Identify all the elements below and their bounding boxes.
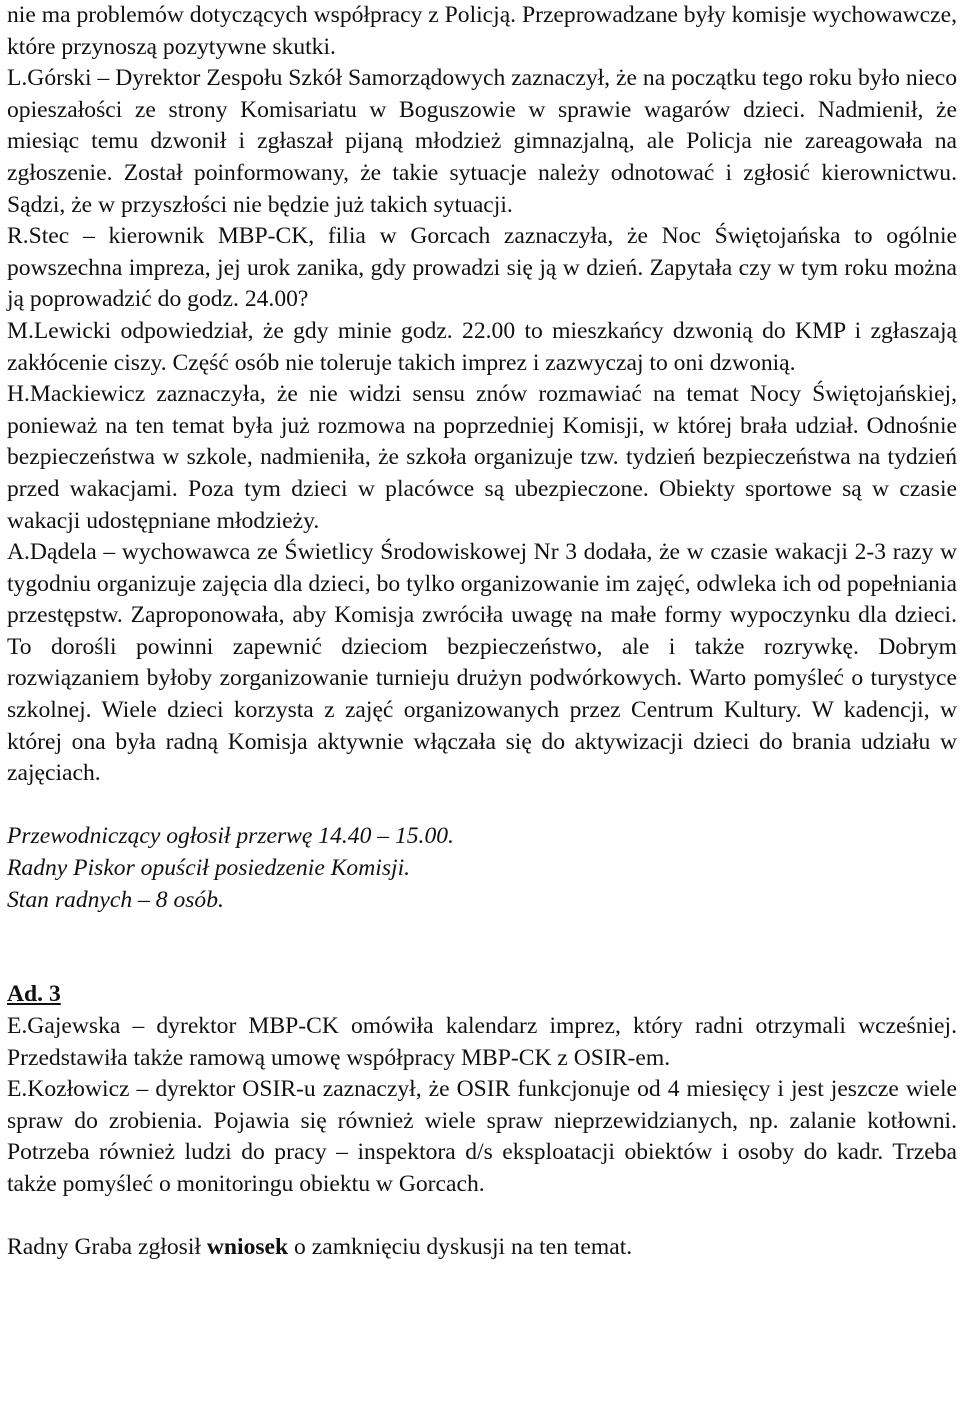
paragraph-mackiewicz: H.Mackiewicz zaznaczyła, że nie widzi sensu znów rozmawiać na temat Nocy Świętojańskiej, ponieważ na ten temat była już rozmowa na poprzedniej Komisji, w której brała udział. Odnośnie bezpieczeństwa w szkole, nadmieniła, że szkoła organizuje tzw. tydzień bezpieczeństwa na tydzień przed wakacjami. Poza tym dzieci w placówce są ubezpieczone. Obiekty sportowe są w czasie wakacji udostępniane młodzieży. xyxy=(7,381,957,534)
paragraph-policja-cooperation: nie ma problemów dotyczących współpracy z Policją. Przeprowadzane były komisje wychowawcze, które przynoszą pozytywne skutki. xyxy=(7,2,957,60)
final-line-after: o zamknięciu dyskusji na ten temat. xyxy=(288,1234,633,1261)
spacer xyxy=(7,1201,957,1233)
paragraph-dadela: A.Dądela – wychowawca ze Świetlicy Środowiskowej Nr 3 dodała, że w czasie wakacji 2-3 razy w tygodniu organizuje zajęcia dla dzieci, bo tylko organizowanie im zajęć, odwleka ich od popełniania przestępstw. Zaproponowała, aby Komisja zwróciła uwagę na małe formy wypoczynku dla dzieci. To dorośli powinni zapewnić dzieciom bezpieczeństwo, ale i także rozrywkę. Dobrym rozwiązaniem byłoby zorganizowanie turnieju drużyn podwórkowych. Warto pomyśleć o turystyce szkolnej. Wiele dzieci korzysta z zajęć organizowanych przez Centrum Kultury. W kadencji, w której ona była radną Komisja aktywnie włączała się do aktywizacji dzieci do brania udziału w zajęciach. xyxy=(7,539,957,787)
paragraph-stec: R.Stec – kierownik MBP-CK, filia w Gorcach zaznaczyła, że Noc Świętojańska to ogólnie powszechna impreza, jej urok zanika, gdy prowadzi się ją w dzień. Zapytała czy w tym roku można ją poprowadzić do godz. 24.00? xyxy=(7,223,957,313)
note-break: Przewodniczący ogłosił przerwę 14.40 – 15.00. xyxy=(7,823,454,850)
section-heading-ad-3: Ad. 3 xyxy=(7,981,61,1008)
paragraph-gajewska: E.Gajewska – dyrektor MBP-CK omówiła kalendarz imprez, który radni otrzymali wcześniej. Przedstawiła także ramową umowę współpracy MBP-CK z OSIR-em. xyxy=(7,1013,957,1071)
paragraph-kozlowicz: E.Kozłowicz – dyrektor OSIR-u zaznaczył, że OSIR funkcjonuje od 4 miesięcy i jest jeszcze wiele spraw do zrobienia. Pojawia się również wiele spraw nieprzewidzianych, np. zalanie kotłowni. Potrzeba również ludzi do pracy – inspektora d/s eksploatacji obiektów i osoby do kadr. Trzeba także pomyśleć o monitoringu obiektu w Gorcach. xyxy=(7,1076,957,1197)
document-page xyxy=(7,0,957,1264)
final-line-before: Radny Graba zgłosił xyxy=(7,1234,207,1261)
paragraph-graba-motion xyxy=(7,1232,957,1264)
final-line-bold-wniosek: wniosek xyxy=(206,1234,289,1261)
paragraph-lewicki: M.Lewicki odpowiedział, że gdy minie godz. 22.00 to mieszkańcy dzwonią do KMP i zgłaszają zakłócenie ciszy. Część osób nie toleruje takich imprez i zazwyczaj to oni dzwonią. xyxy=(7,317,957,376)
spacer xyxy=(7,916,957,979)
spacer xyxy=(7,790,957,822)
paragraph-gorski: L.Górski – Dyrektor Zespołu Szkół Samorządowych zaznaczył, że na początku tego roku było nieco opieszałości ze strony Komisariatu w Boguszowie w sprawie wagarów dzieci. Nadmienił, że miesiąc temu dzwonił i zgłaszał pijaną młodzież gimnazjalną, ale Policja nie zareagowała na zgłoszenie. Został poinformowany, że takie sytuacje należy odnotować i zgłosić kierownictwu. Sądzi, że w przyszłości nie będzie już takich sytuacji. xyxy=(7,65,957,218)
note-piskor-left: Radny Piskor opuścił posiedzenie Komisji. xyxy=(7,855,411,882)
note-councillors-count: Stan radnych – 8 osób. xyxy=(7,886,224,913)
